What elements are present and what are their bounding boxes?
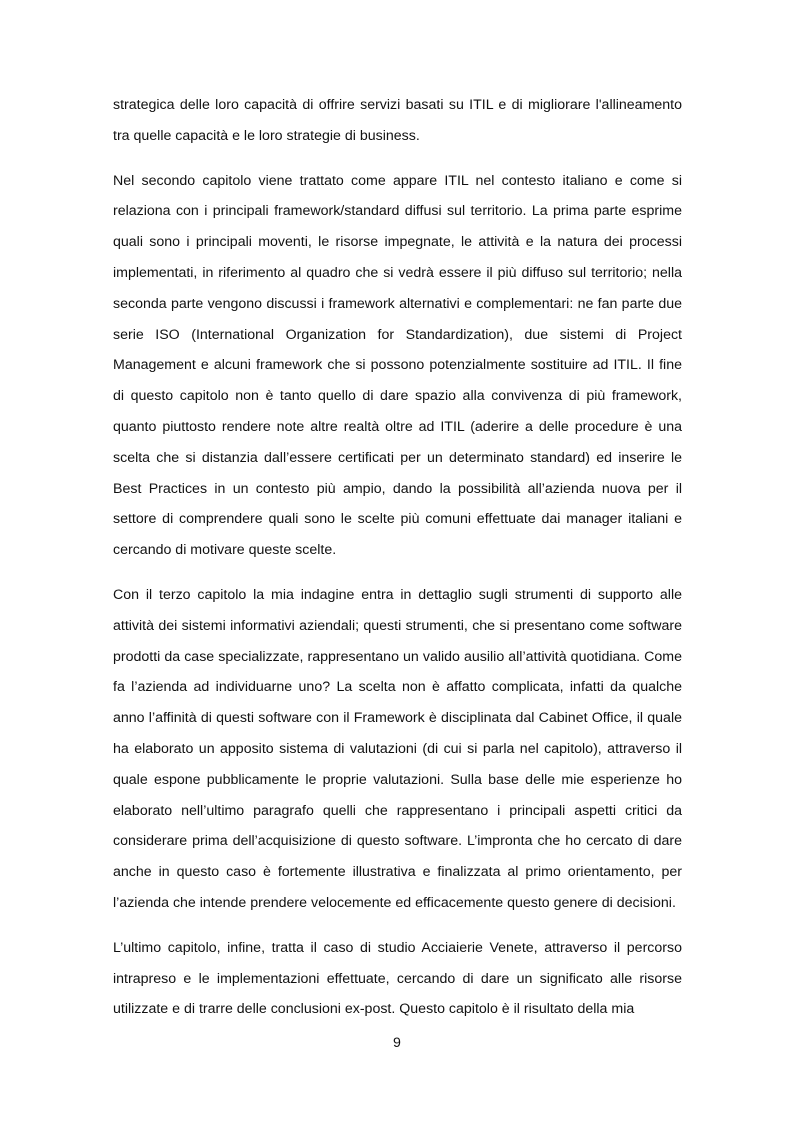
page-body <box>113 90 682 1039</box>
page-number: 9 <box>393 1035 401 1051</box>
paragraph-3: Con il terzo capitolo la mia indagine entra in dettaglio sugli strumenti di supporto alle attività dei sistemi informativi aziendali; questi strumenti, che si presentano come software prodotti da case specializzate, rappresentano un valido ausilio all’attività quotidiana. Come fa l’azienda ad individuarne uno? La scelta non è affatto complicata, infatti da qualche anno l’affinità di questi software con il Framework è disciplinata dal Cabinet Office, il quale ha elaborato un apposito sistema di valutazioni (di cui si parla nel capitolo), attraverso il quale espone pubblicamente le proprie valutazioni. Sulla base delle mie esperienze ho elaborato nell’ultimo paragrafo quelli che rappresentano i principali aspetti critici da considerare prima dell’acquisizione di questo software. L’impronta che ho cercato di dare anche in questo caso è fortemente illustrativa e finalizzata al primo orientamento, per l’azienda che intende prendere velocemente ed efficacemente questo genere di decisioni. <box>113 586 682 911</box>
paragraph-1: strategica delle loro capacità di offrire servizi basati su ITIL e di migliorare l'allineamento tra quelle capacità e le loro strategie di business. <box>113 97 682 144</box>
paragraph-4: L’ultimo capitolo, infine, tratta il caso di studio Acciaierie Venete, attraverso il percorso intrapreso e le implementazioni effettuate, cercando di dare un significato alle risorse utilizzate e di trarre delle conclusioni ex-post. Questo capitolo è il risultato della mia <box>113 939 682 1018</box>
paragraph-2: Nel secondo capitolo viene trattato come appare ITIL nel contesto italiano e come si relaziona con i principali framework/standard diffusi sul territorio. La prima parte esprime quali sono i principali moventi, le risorse impegnate, le attività e la natura dei processi implementati, in riferimento al quadro che si vedrà essere il più diffuso sul territorio; nella seconda parte vengono discussi i framework alternativi e complementari: ne fan parte due serie ISO (International Organization for Standardization), due sistemi di Project Management e alcuni framework che si possono potenzialmente sostituire ad ITIL. Il fine di questo capitolo non è tanto quello di dare spazio alla convivenza di più framework, quanto piuttosto rendere note altre realtà oltre ad ITIL (aderire a delle procedure è una scelta che si distanzia dall’essere certificati per un determinato standard) ed inserire le Best Practices in un contesto più ampio, dando la possibilità all’azienda nuova per il settore di comprendere quali sono le scelte più comuni effettuate dai manager italiani e cercando di motivare queste scelte. <box>113 172 682 559</box>
